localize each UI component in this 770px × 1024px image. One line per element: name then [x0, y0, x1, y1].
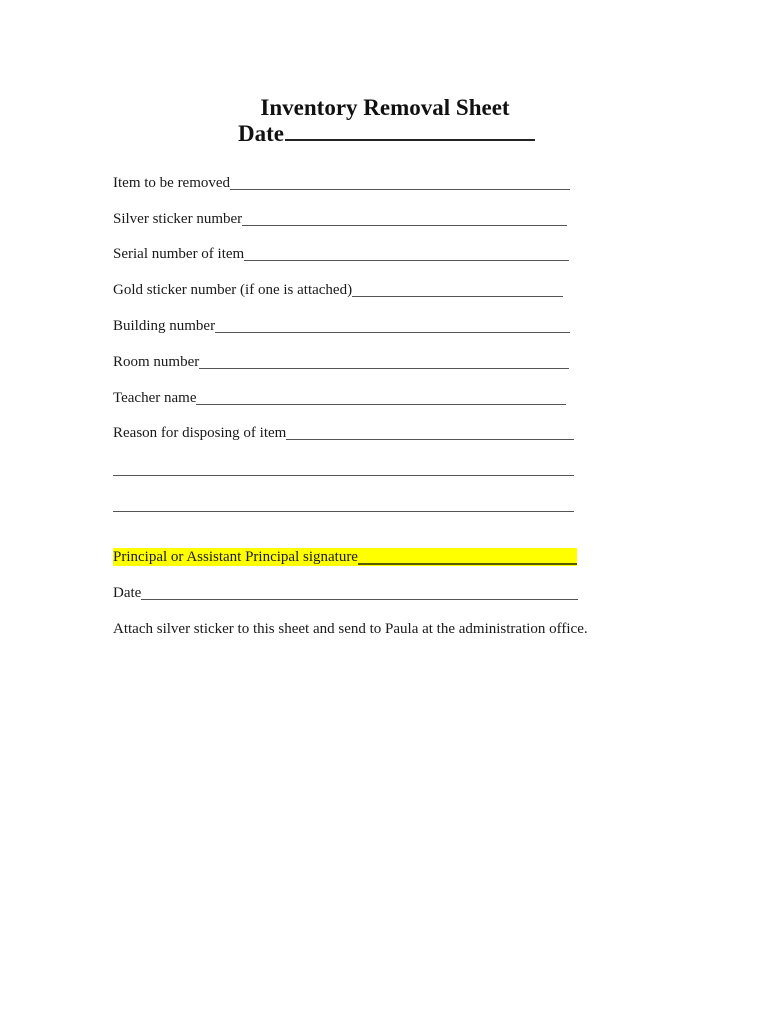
field-reason-continuation-1: [113, 460, 574, 478]
field-room-number: [113, 353, 569, 371]
field-teacher-name: [113, 389, 566, 407]
field-blank[interactable]: [242, 212, 567, 226]
field-signature-date: [113, 584, 578, 602]
field-building-number: [113, 317, 570, 335]
signature-blank[interactable]: [358, 551, 577, 565]
field-blank[interactable]: [230, 176, 570, 190]
field-blank[interactable]: [286, 426, 574, 440]
field-label: Teacher name: [113, 390, 197, 406]
instructions-text: Attach silver sticker to this sheet and send to Paula at the administration office.: [113, 621, 588, 637]
field-gold-sticker-number: [113, 281, 563, 299]
field-blank[interactable]: [141, 586, 578, 600]
field-label: Item to be removed: [113, 175, 231, 191]
page-title: Inventory Removal Sheet: [260, 95, 510, 120]
field-reason-for-disposing: [113, 424, 574, 442]
field-label: Gold sticker number (if one is attached): [113, 282, 353, 298]
field-blank[interactable]: [113, 498, 574, 512]
field-blank[interactable]: [352, 283, 563, 297]
field-label: Reason for disposing of item: [113, 425, 287, 441]
field-reason-continuation-2: [113, 496, 574, 514]
field-serial-number: [113, 245, 569, 263]
field-label: Silver sticker number: [113, 211, 243, 227]
header-date-blank[interactable]: [285, 121, 535, 141]
field-label: Date: [113, 585, 142, 601]
field-blank[interactable]: [199, 355, 569, 369]
field-blank[interactable]: [215, 319, 570, 333]
field-label: Room number: [113, 354, 200, 370]
header-date-field: [238, 121, 535, 147]
field-blank[interactable]: [113, 462, 574, 476]
field-blank[interactable]: [244, 247, 569, 261]
signature-label: Principal or Assistant Principal signature: [113, 549, 358, 565]
field-principal-signature: [113, 548, 577, 566]
field-blank[interactable]: [196, 391, 566, 405]
field-item-to-be-removed: [113, 174, 570, 192]
field-label: Building number: [113, 318, 216, 334]
header-date-label: Date: [238, 121, 284, 146]
field-silver-sticker-number: [113, 210, 567, 228]
field-label: Serial number of item: [113, 246, 245, 262]
